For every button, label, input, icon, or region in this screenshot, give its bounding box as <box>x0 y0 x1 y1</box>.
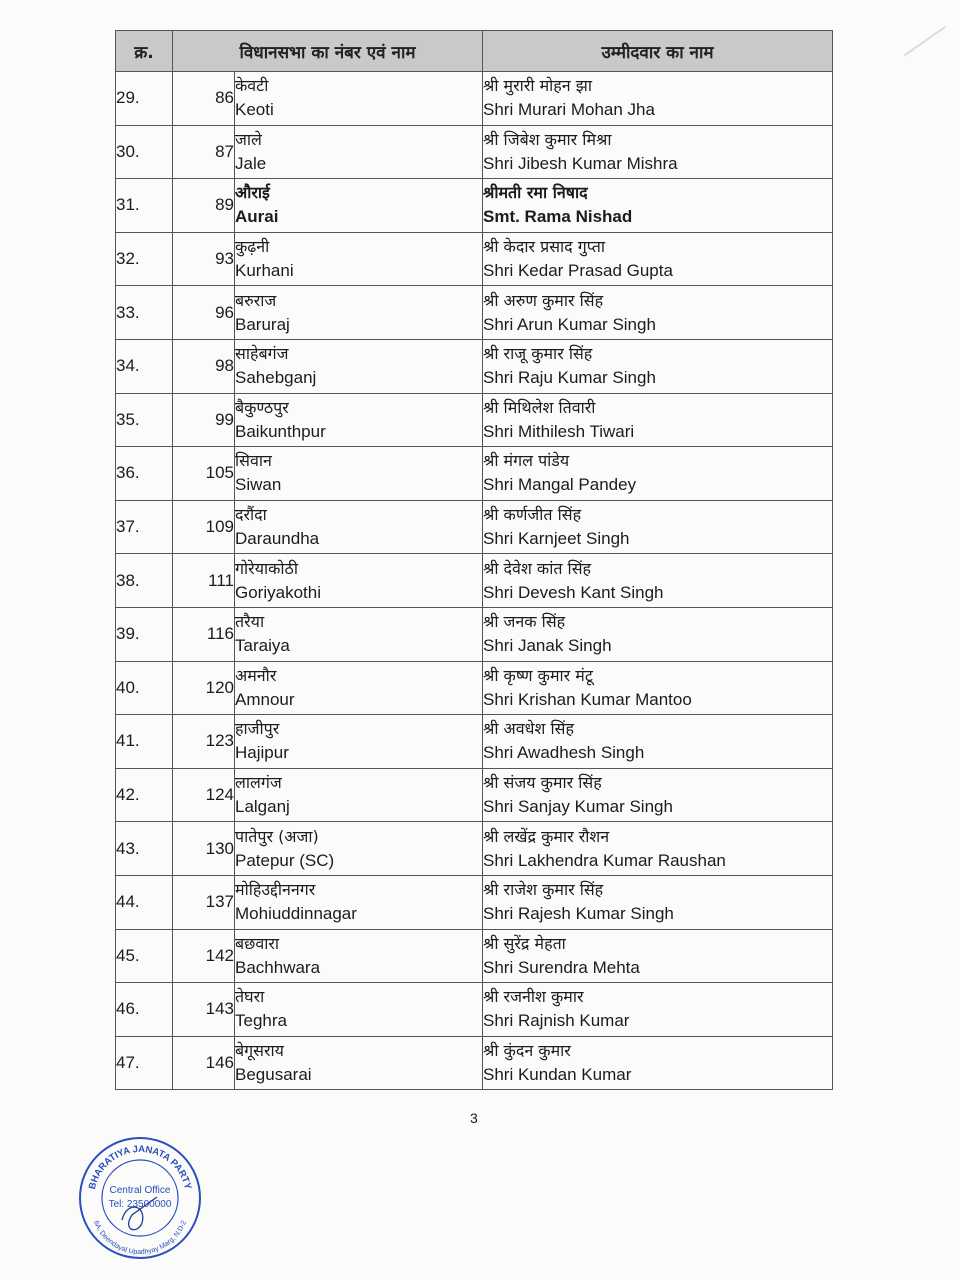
candidate-name-english: Shri Lakhendra Kumar Raushan <box>483 850 726 870</box>
candidate-name-english: Shri Awadhesh Singh <box>483 743 645 763</box>
constituency-name-english: Sahebganj <box>235 368 317 388</box>
candidate-name-english: Shri Surendra Mehta <box>483 957 640 977</box>
constituency-number: 142 <box>173 929 235 983</box>
serial-number: 44. <box>116 875 173 929</box>
constituency-name-hindi: सिवान <box>235 451 272 471</box>
constituency-name-english: Taraiya <box>235 636 290 656</box>
constituency-cell <box>235 500 483 554</box>
table-row <box>116 822 833 876</box>
constituency-name-hindi: बैकुण्ठपुर <box>235 397 289 417</box>
constituency-name-hindi: दरौंदा <box>235 505 267 525</box>
table-body <box>116 72 833 1090</box>
constituency-cell <box>235 339 483 393</box>
table-row <box>116 715 833 769</box>
candidate-name-hindi: श्री सुरेंद्र मेहता <box>483 933 566 953</box>
constituency-name-english: Baruraj <box>235 314 290 334</box>
candidate-name-hindi: श्री जिबेश कुमार मिश्रा <box>483 129 612 149</box>
table-row <box>116 125 833 179</box>
table-row <box>116 875 833 929</box>
constituency-number: 124 <box>173 768 235 822</box>
table-row <box>116 339 833 393</box>
constituency-name-english: Aurai <box>235 207 279 227</box>
candidate-name-hindi: श्री कृष्ण कुमार मंटू <box>483 665 593 685</box>
candidate-name-english: Shri Arun Kumar Singh <box>483 314 656 334</box>
constituency-number: 99 <box>173 393 235 447</box>
candidate-cell <box>483 983 833 1037</box>
constituency-number: 105 <box>173 447 235 501</box>
serial-number: 42. <box>116 768 173 822</box>
candidate-cell <box>483 447 833 501</box>
candidate-name-hindi: श्री रजनीश कुमार <box>483 987 584 1007</box>
constituency-name-english: Baikunthpur <box>235 421 326 441</box>
serial-number: 36. <box>116 447 173 501</box>
constituency-number: 86 <box>173 72 235 126</box>
stamp-line1: Central Office <box>109 1185 171 1196</box>
scan-mark <box>904 26 946 56</box>
candidate-cell <box>483 661 833 715</box>
serial-number: 37. <box>116 500 173 554</box>
candidate-cell <box>483 500 833 554</box>
candidate-name-hindi: श्री कर्णजीत सिंह <box>483 505 582 525</box>
candidate-cell <box>483 72 833 126</box>
candidate-name-hindi: श्रीमती रमा निषाद <box>483 183 588 203</box>
constituency-name-english: Hajipur <box>235 743 289 763</box>
header-constituency: विधानसभा का नंबर एवं नाम <box>173 31 483 72</box>
candidate-name-english: Shri Devesh Kant Singh <box>483 582 664 602</box>
constituency-name-english: Kurhani <box>235 261 294 281</box>
stamp-outer-ring <box>80 1138 200 1258</box>
constituency-cell <box>235 554 483 608</box>
candidate-table <box>115 30 833 1090</box>
constituency-name-english: Daraundha <box>235 529 320 549</box>
candidate-cell <box>483 232 833 286</box>
candidate-name-english: Shri Kundan Kumar <box>483 1064 632 1084</box>
constituency-name-english: Lalganj <box>235 797 290 817</box>
constituency-name-hindi: हाजीपुर <box>235 719 280 739</box>
table-row <box>116 500 833 554</box>
party-stamp <box>77 1135 203 1261</box>
candidate-name-english: Shri Mithilesh Tiwari <box>483 421 635 441</box>
serial-number: 32. <box>116 232 173 286</box>
constituency-number: 146 <box>173 1036 235 1090</box>
candidate-cell <box>483 1036 833 1090</box>
serial-number: 33. <box>116 286 173 340</box>
constituency-number: 109 <box>173 500 235 554</box>
candidate-cell <box>483 768 833 822</box>
constituency-cell <box>235 715 483 769</box>
constituency-name-hindi: पातेपुर (अजा) <box>235 826 319 846</box>
constituency-name-hindi: साहेबगंज <box>235 344 289 364</box>
stamp-ring-text: BHARATIYA JANATA PARTY <box>86 1143 194 1191</box>
table-row <box>116 286 833 340</box>
table-row <box>116 661 833 715</box>
candidate-cell <box>483 822 833 876</box>
stamp-inner-ring <box>102 1160 178 1236</box>
constituency-cell <box>235 822 483 876</box>
serial-number: 45. <box>116 929 173 983</box>
constituency-name-english: Goriyakothi <box>235 582 321 602</box>
candidate-cell <box>483 607 833 661</box>
candidate-name-english: Shri Raju Kumar Singh <box>483 368 656 388</box>
candidate-cell <box>483 179 833 233</box>
constituency-name-hindi: बरुराज <box>235 290 277 310</box>
constituency-name-english: Bachhwara <box>235 957 321 977</box>
constituency-number: 137 <box>173 875 235 929</box>
candidate-cell <box>483 554 833 608</box>
candidate-cell <box>483 339 833 393</box>
candidate-name-english: Shri Rajnish Kumar <box>483 1011 630 1031</box>
constituency-number: 98 <box>173 339 235 393</box>
candidate-name-hindi: श्री केदार प्रसाद गुप्ता <box>483 237 605 257</box>
candidate-name-english: Shri Karnjeet Singh <box>483 529 630 549</box>
constituency-cell <box>235 232 483 286</box>
candidate-name-hindi: श्री अरुण कुमार सिंह <box>483 290 604 310</box>
constituency-number: 93 <box>173 232 235 286</box>
constituency-cell <box>235 393 483 447</box>
constituency-number: 130 <box>173 822 235 876</box>
serial-number: 30. <box>116 125 173 179</box>
candidate-name-hindi: श्री लखेंद्र कुमार रौशन <box>483 826 610 846</box>
constituency-number: 116 <box>173 607 235 661</box>
serial-number: 39. <box>116 607 173 661</box>
constituency-cell <box>235 447 483 501</box>
serial-number: 35. <box>116 393 173 447</box>
candidate-name-english: Shri Sanjay Kumar Singh <box>483 797 673 817</box>
constituency-cell <box>235 179 483 233</box>
candidate-name-english: Shri Janak Singh <box>483 636 612 656</box>
constituency-number: 120 <box>173 661 235 715</box>
serial-number: 29. <box>116 72 173 126</box>
constituency-name-hindi: केवटी <box>235 76 269 96</box>
constituency-cell <box>235 286 483 340</box>
candidate-name-english: Shri Krishan Kumar Mantoo <box>483 689 692 709</box>
candidate-name-hindi: श्री कुंदन कुमार <box>483 1040 571 1060</box>
candidate-name-hindi: श्री देवेश कांत सिंह <box>483 558 592 578</box>
constituency-number: 96 <box>173 286 235 340</box>
page-number: 3 <box>470 1110 478 1126</box>
constituency-name-hindi: तेघरा <box>235 987 265 1007</box>
candidate-cell <box>483 929 833 983</box>
table-row <box>116 232 833 286</box>
candidate-name-hindi: श्री जनक सिंह <box>483 612 566 632</box>
candidate-name-english: Shri Rajesh Kumar Singh <box>483 904 674 924</box>
serial-number: 46. <box>116 983 173 1037</box>
constituency-cell <box>235 72 483 126</box>
stamp-address: 6A, Deendayal Upadhyay Marg, N.D-2 <box>92 1219 188 1257</box>
constituency-cell <box>235 875 483 929</box>
candidate-name-hindi: श्री राजेश कुमार सिंह <box>483 880 604 900</box>
table-row <box>116 447 833 501</box>
serial-number: 34. <box>116 339 173 393</box>
constituency-name-english: Begusarai <box>235 1064 312 1084</box>
constituency-name-english: Keoti <box>235 100 274 120</box>
candidate-name-english: Smt. Rama Nishad <box>483 207 633 227</box>
constituency-cell <box>235 661 483 715</box>
constituency-name-english: Siwan <box>235 475 282 495</box>
table-row <box>116 983 833 1037</box>
header-candidate: उम्मीदवार का नाम <box>483 31 833 72</box>
candidate-name-hindi: श्री राजू कुमार सिंह <box>483 344 593 364</box>
candidate-name-hindi: श्री अवधेश सिंह <box>483 719 574 739</box>
candidate-cell <box>483 125 833 179</box>
constituency-number: 111 <box>173 554 235 608</box>
table-header-row <box>116 31 833 72</box>
constituency-name-hindi: बछवारा <box>235 933 280 953</box>
serial-number: 38. <box>116 554 173 608</box>
constituency-number: 143 <box>173 983 235 1037</box>
constituency-name-hindi: लालगंज <box>235 773 282 793</box>
constituency-name-english: Mohiuddinnagar <box>235 904 357 924</box>
stamp-line2: Tel: 23500000 <box>108 1199 172 1210</box>
constituency-name-hindi: मोहिउद्दीननगर <box>235 880 316 900</box>
table-row <box>116 929 833 983</box>
candidate-name-english: Shri Murari Mohan Jha <box>483 100 655 120</box>
candidate-name-hindi: श्री संजय कुमार सिंह <box>483 773 602 793</box>
table-row <box>116 554 833 608</box>
candidate-name-english: Shri Mangal Pandey <box>483 475 637 495</box>
serial-number: 47. <box>116 1036 173 1090</box>
constituency-name-hindi: औराई <box>235 183 270 203</box>
candidate-name-english: Shri Kedar Prasad Gupta <box>483 261 673 281</box>
header-sno: क्र. <box>116 31 173 72</box>
candidate-cell <box>483 715 833 769</box>
candidate-cell <box>483 875 833 929</box>
serial-number: 31. <box>116 179 173 233</box>
constituency-name-hindi: गोरेयाकोठी <box>235 558 298 578</box>
candidate-name-hindi: श्री मंगल पांडेय <box>483 451 570 471</box>
constituency-name-english: Amnour <box>235 689 295 709</box>
candidate-name-hindi: श्री मुरारी मोहन झा <box>483 76 593 96</box>
serial-number: 41. <box>116 715 173 769</box>
constituency-name-hindi: अमनौर <box>235 665 277 685</box>
table-row <box>116 393 833 447</box>
constituency-number: 89 <box>173 179 235 233</box>
candidate-name-english: Shri Jibesh Kumar Mishra <box>483 153 678 173</box>
constituency-number: 123 <box>173 715 235 769</box>
candidate-cell <box>483 286 833 340</box>
candidate-cell <box>483 393 833 447</box>
constituency-name-english: Teghra <box>235 1011 287 1031</box>
constituency-cell <box>235 607 483 661</box>
constituency-number: 87 <box>173 125 235 179</box>
constituency-name-hindi: कुढ़नी <box>235 237 270 257</box>
constituency-cell <box>235 929 483 983</box>
constituency-name-hindi: तरैया <box>235 612 265 632</box>
constituency-name-english: Jale <box>235 153 267 173</box>
constituency-name-hindi: जाले <box>235 129 262 149</box>
constituency-name-hindi: बेगूसराय <box>235 1040 284 1060</box>
constituency-name-english: Patepur (SC) <box>235 850 335 870</box>
constituency-cell <box>235 768 483 822</box>
constituency-cell <box>235 983 483 1037</box>
table-row <box>116 607 833 661</box>
table-row <box>116 72 833 126</box>
candidate-name-hindi: श्री मिथिलेश तिवारी <box>483 397 596 417</box>
serial-number: 43. <box>116 822 173 876</box>
constituency-cell <box>235 1036 483 1090</box>
table-row <box>116 179 833 233</box>
constituency-cell <box>235 125 483 179</box>
table-row <box>116 768 833 822</box>
table-row <box>116 1036 833 1090</box>
serial-number: 40. <box>116 661 173 715</box>
